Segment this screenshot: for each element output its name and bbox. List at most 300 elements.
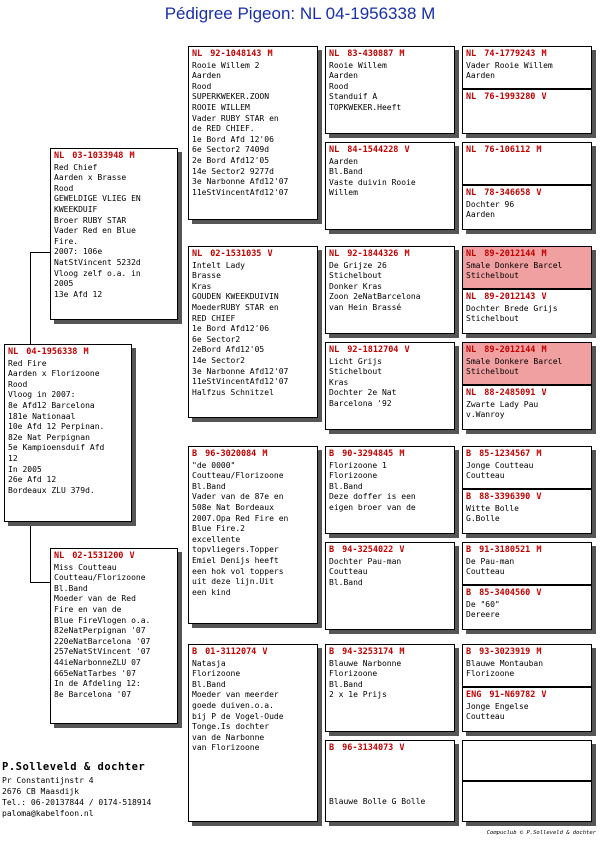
pigeon-info-line: 11eStVincentAfd12'07 xyxy=(192,377,289,387)
pigeon-info-line: SUPERKWEKER.ZOON xyxy=(192,92,270,102)
pigeon-info-line: Blauwe Narbonne xyxy=(329,658,402,668)
country-code: B xyxy=(466,545,472,555)
pigeon-info-line: De "60" xyxy=(466,599,500,609)
pigeon-info-line: Coutteau xyxy=(329,567,368,577)
pigeon-info-line: Aarden x Florizoone xyxy=(8,369,100,379)
ring-number: 96-3020084 xyxy=(205,449,257,459)
connector-line xyxy=(30,582,52,583)
ring-number: 85-1234567 xyxy=(479,449,531,459)
pigeon-card-dam[interactable] xyxy=(50,548,178,724)
pigeon-card-g8[interactable] xyxy=(462,385,592,430)
pigeon-info-line: TOPKWEKER.Heeft xyxy=(329,102,402,112)
pigeon-info-line: ROOIE WILLEM xyxy=(192,102,250,112)
ring-number-header xyxy=(8,347,128,358)
ring-number-header xyxy=(466,588,588,599)
ring-number-header xyxy=(329,145,451,156)
pigeon-info-line xyxy=(329,765,451,776)
connector-line xyxy=(30,252,52,253)
pigeon-card-g6[interactable] xyxy=(462,289,592,334)
pigeon-info-line: Fire en van de xyxy=(54,604,122,614)
pigeon-info-line: Stichelbout xyxy=(466,314,519,324)
ring-number-header xyxy=(466,92,588,103)
pigeon-info-line: Vader RUBY STAR en xyxy=(192,113,279,123)
pigeon-info-line: Willem xyxy=(329,188,358,198)
pigeon-card-g11[interactable] xyxy=(462,542,592,585)
pigeon-info-line: NatStVincent 5232d xyxy=(54,257,141,267)
country-code: NL xyxy=(466,388,477,398)
sex-marker: M xyxy=(536,449,542,459)
pigeon-card-subject[interactable] xyxy=(4,344,132,522)
footer-credit: Compuclub © P.Solleveld & dochter xyxy=(486,830,596,836)
pigeon-info-line: Florizoone 1 xyxy=(329,460,387,470)
pigeon-info-line: Intelt Lady xyxy=(192,260,245,270)
pigeon-info-line: In de Afdeling 12: xyxy=(54,679,141,689)
country-code: B xyxy=(466,492,472,502)
pigeon-info-line: Vaste duivin Rooie xyxy=(329,177,416,187)
pigeon-info-line: Aarden xyxy=(466,71,495,81)
pigeon-info-line: 2005 xyxy=(54,279,74,289)
ring-number-header xyxy=(466,188,588,199)
sex-marker: M xyxy=(399,647,405,657)
ring-number-header xyxy=(466,345,588,356)
pigeon-info-line: 1e Bord Afd 12'06 xyxy=(192,134,274,144)
country-code: B xyxy=(192,449,198,459)
pigeon-info-line: Rood xyxy=(329,81,349,91)
pigeon-info-line: Bordeaux ZLU 379d. xyxy=(8,485,95,495)
pigeon-info-line: Brasse xyxy=(192,271,221,281)
country-code: B xyxy=(466,647,472,657)
pigeon-card-g9[interactable] xyxy=(462,446,592,489)
pigeon-info-line: Jonge Engelse xyxy=(466,701,529,711)
pigeon-info-line: Donker Kras xyxy=(329,281,382,291)
breeder-info xyxy=(2,762,151,819)
pigeon-info-line: Dochter Pau-man xyxy=(329,556,402,566)
pigeon-card-g1[interactable] xyxy=(462,46,592,89)
pigeon-info-line xyxy=(329,776,451,787)
sex-marker: V xyxy=(541,388,547,398)
pigeon-info-line: excellente xyxy=(192,534,241,544)
ring-number: 91-N69782 xyxy=(489,690,536,700)
pigeon-info-line: Bl.Band xyxy=(329,481,363,491)
ring-number: 02-1531200 xyxy=(72,551,124,561)
country-code: NL xyxy=(466,49,477,59)
pigeon-info-line: 3e Narbonne Afd12'07 xyxy=(192,177,289,187)
pigeon-info-line: Moeder van de Red xyxy=(54,594,136,604)
pigeon-info-line: topvliegers.Topper xyxy=(192,545,279,555)
pigeon-info-line: Broer RUBY STAR xyxy=(54,215,127,225)
country-code: B xyxy=(192,647,198,657)
pigeon-info-line: Vader van de 87e en xyxy=(192,492,284,502)
pigeon-info-line: 2007.Opa Red Fire en xyxy=(192,513,289,523)
breeder-address-line2: 2676 CB Maasdijk xyxy=(2,787,80,796)
ring-number-header xyxy=(329,345,451,356)
pigeon-info-line: Bl.Band xyxy=(329,679,363,689)
pigeon-info-line: Florizoone xyxy=(192,669,241,679)
pigeon-info-line: Florizoone xyxy=(329,471,378,481)
pigeon-card-empty xyxy=(462,740,592,781)
ring-number-header xyxy=(466,145,588,156)
pigeon-info-line: 6e Sector2 xyxy=(192,334,241,344)
pigeon-info-line: Stichelbout xyxy=(329,271,382,281)
country-code: NL xyxy=(54,551,65,561)
ring-number-header xyxy=(192,249,314,260)
ring-number-header xyxy=(329,49,451,60)
pigeon-info-line: 8e Afd12 Barcelona xyxy=(8,400,95,410)
pigeon-info-line: 1e Bord Afd12'06 xyxy=(192,324,270,334)
pigeon-card-sire[interactable] xyxy=(50,148,178,320)
ring-number: 83-430887 xyxy=(347,49,394,59)
country-code: NL xyxy=(329,345,340,355)
pigeon-info-line: Emiel Denijs heeft xyxy=(192,555,279,565)
pigeon-info-line: Stichelbout xyxy=(466,367,519,377)
pigeon-info-line xyxy=(329,786,451,797)
pigeon-info-line: Coutteau xyxy=(466,567,505,577)
ring-number: 89-2012144 xyxy=(484,249,536,259)
pigeon-card-g13[interactable] xyxy=(462,644,592,687)
sex-marker: V xyxy=(541,292,547,302)
ring-number: 04-1956338 xyxy=(26,347,78,357)
country-code: ENG xyxy=(466,690,482,700)
sex-marker: V xyxy=(536,188,542,198)
ring-number-header xyxy=(466,292,588,303)
sex-marker: V xyxy=(536,492,542,502)
pigeon-card-ssd[interactable] xyxy=(325,142,455,230)
sex-marker: V xyxy=(541,690,547,700)
pigeon-info-line: 82eNatPerpignan '07 xyxy=(54,626,146,636)
pigeon-info-line: eigen broer van de xyxy=(329,502,416,512)
ring-number: 89-2012143 xyxy=(484,292,536,302)
pigeon-info-line: 3e Narbonne Afd12'07 xyxy=(192,366,289,376)
country-code: B xyxy=(466,449,472,459)
pigeon-info-line: 26e Afd 12 xyxy=(8,475,57,485)
ring-number-header xyxy=(466,249,588,260)
pigeon-info-line: RED CHIEF xyxy=(192,313,236,323)
pigeon-info-line: Zoon 2eNatBarcelona xyxy=(329,292,421,302)
pigeon-info-line: Dochter 96 xyxy=(466,199,515,209)
ring-number: 74-1779243 xyxy=(484,49,536,59)
sex-marker: M xyxy=(536,145,542,155)
pigeon-info-line: 14e Sector2 9277d xyxy=(192,166,274,176)
pigeon-info-line: bij P de Vogel-Oude xyxy=(192,711,284,721)
pigeon-info-line: Smale Donkere Barcel xyxy=(466,356,563,366)
sex-marker: M xyxy=(267,49,273,59)
ring-number-header xyxy=(192,449,314,460)
sex-marker: M xyxy=(536,545,542,555)
sex-marker: V xyxy=(536,588,542,598)
country-code: NL xyxy=(192,49,203,59)
pigeon-info-line: 14e Sector2 xyxy=(192,355,245,365)
pigeon-info-line: Vloog zelf o.a. in xyxy=(54,268,141,278)
pigeon-info-line: de RED CHIEF. xyxy=(192,124,255,134)
connector-line xyxy=(30,252,31,344)
pigeon-card-dsd[interactable] xyxy=(325,542,455,630)
pigeon-info-line: Blue FireVlogen o.a. xyxy=(54,615,151,625)
pigeon-info-line: Zwarte Lady Pau xyxy=(466,399,539,409)
ring-number: 03-1033948 xyxy=(72,151,124,161)
pigeon-card-ds[interactable] xyxy=(188,446,318,624)
pigeon-info-line: Coutteau xyxy=(466,471,505,481)
pigeon-info-line: Rood xyxy=(54,183,74,193)
ring-number-header xyxy=(54,151,174,162)
ring-number: 96-3134073 xyxy=(342,743,394,753)
ring-number: 92-1844326 xyxy=(347,249,399,259)
pigeon-card-g3[interactable] xyxy=(462,142,592,185)
sex-marker: V xyxy=(262,647,268,657)
ring-number: 84-1544228 xyxy=(347,145,399,155)
pigeon-info-line: Vader Red en Blue xyxy=(54,226,136,236)
pigeon-info-line: 181e Nationaal xyxy=(8,411,76,421)
pigeon-info-line: 11eStVincentAfd12'07 xyxy=(192,187,289,197)
breeder-phone: Tel.: 06-20137844 / 0174-518914 xyxy=(2,798,152,807)
pigeon-info-line: Blauwe Montauban xyxy=(466,658,544,668)
pigeon-info-line: Deze doffer is een xyxy=(329,492,416,502)
country-code: NL xyxy=(8,347,19,357)
pigeon-info-line: Jonge Coutteau xyxy=(466,460,534,470)
pigeon-info-line: Red Fire xyxy=(8,358,47,368)
sex-marker: V xyxy=(129,551,135,561)
pigeon-info-line: Standuif A xyxy=(329,92,378,102)
sex-marker: M xyxy=(541,249,547,259)
pigeon-info-line: Rood xyxy=(192,81,212,91)
breeder-email: paloma@kabelfoon.nl xyxy=(2,809,94,818)
country-code: B xyxy=(329,743,335,753)
pigeon-info-line: KWEEKDUIF xyxy=(54,204,98,214)
pigeon-card-sds[interactable] xyxy=(325,246,455,334)
pigeon-info-line: Moeder van meerder xyxy=(192,690,279,700)
ring-number-header xyxy=(466,492,588,503)
pigeon-info-line: Bl.Band xyxy=(329,577,363,587)
pigeon-info-line: Stichelbout xyxy=(466,271,519,281)
pigeon-info-line: De Pau-man xyxy=(466,556,515,566)
country-code: B xyxy=(329,449,335,459)
sex-marker: M xyxy=(541,345,547,355)
pigeon-info-line: Natasja xyxy=(192,658,226,668)
pigeon-info-line: GOUDEN KWEEKDUIVIN xyxy=(192,292,279,302)
pigeon-info-line: goede duiven.o.a. xyxy=(192,700,274,710)
pigeon-info-line: Rooie Willem xyxy=(329,60,387,70)
pigeon-info-line: Licht Grijs xyxy=(329,356,382,366)
pigeon-card-dds[interactable] xyxy=(325,644,455,732)
country-code: B xyxy=(466,588,472,598)
pigeon-info-line: Rood xyxy=(8,379,28,389)
ring-number: 76-1993280 xyxy=(484,92,536,102)
ring-number-header xyxy=(466,449,588,460)
pigeon-info-line: De Grijze 26 xyxy=(329,260,387,270)
pigeon-info-line: In 2005 xyxy=(8,464,42,474)
pigeon-info-line: "de 0000" xyxy=(192,460,236,470)
country-code: NL xyxy=(329,249,340,259)
country-code: NL xyxy=(466,249,477,259)
ring-number: 88-2485091 xyxy=(484,388,536,398)
ring-number-header xyxy=(329,743,451,754)
ring-number-header xyxy=(329,449,451,460)
ring-number: 85-3404560 xyxy=(479,588,531,598)
pigeon-info-line: Stichelbout xyxy=(329,367,382,377)
pigeon-info-line: 2eBord Afd12'05 xyxy=(192,345,265,355)
pigeon-info-line: 8e Barcelona '07 xyxy=(54,689,132,699)
pigeon-card-sd[interactable] xyxy=(188,246,318,418)
pigeon-info-line: uit deze lijn.Uit xyxy=(192,577,274,587)
pigeon-info-line: Kras xyxy=(192,281,212,291)
sex-marker: V xyxy=(267,249,273,259)
ring-number: 01-3112074 xyxy=(205,647,257,657)
pigeon-info-line: Dereere xyxy=(466,610,500,620)
pigeon-info-line: Aarden xyxy=(466,210,495,220)
pigeon-info-line: Blauwe Bolle G Bolle xyxy=(329,796,426,806)
sex-marker: M xyxy=(399,449,405,459)
pigeon-card-empty xyxy=(462,781,592,822)
breeder-name: P.Solleveld & dochter xyxy=(2,761,146,773)
pigeon-info-line: G.Bolle xyxy=(466,514,500,524)
pigeon-info-line: 82e Nat Perpignan xyxy=(8,432,90,442)
pigeon-card-g12[interactable] xyxy=(462,585,592,630)
ring-number-header xyxy=(192,647,314,658)
pigeon-info-line: 2 x 1e Prijs xyxy=(329,690,387,700)
ring-number: 90-3294845 xyxy=(342,449,394,459)
page-title: Pédigree Pigeon: NL 04-1956338 M xyxy=(164,4,436,23)
pigeon-info-line: 44ieNarbonneZLU 07 xyxy=(54,657,141,667)
pigeon-info-line: Coutteau/Florizoone xyxy=(54,573,146,583)
pigeon-info-line: 12 xyxy=(8,453,18,463)
pigeon-info-line: Fire. xyxy=(54,236,79,246)
pigeon-info-line: Barcelona '92 xyxy=(329,398,392,408)
pigeon-info-line: Halfzus Schnitzel xyxy=(192,387,274,397)
ring-number: 88-3396390 xyxy=(479,492,531,502)
pigeon-info-line: 665eNatTarbes '07 xyxy=(54,668,136,678)
country-code: NL xyxy=(54,151,65,161)
pigeon-info-line: van de Narbonne xyxy=(192,732,265,742)
pigeon-info-line: Rooie Willem 2 xyxy=(192,60,260,70)
pigeon-info-line: Dochter Brede Grijs xyxy=(466,303,558,313)
country-code: NL xyxy=(466,145,477,155)
pigeon-info-line: Florizoone xyxy=(466,669,515,679)
country-code: NL xyxy=(329,145,340,155)
pigeon-info-line: Kras xyxy=(329,377,349,387)
pigeon-info-line: Vloog in 2007: xyxy=(8,390,76,400)
country-code: NL xyxy=(466,345,477,355)
country-code: B xyxy=(329,647,335,657)
sex-marker: V xyxy=(404,345,410,355)
ring-number-header xyxy=(466,545,588,556)
ring-number: 92-1048143 xyxy=(210,49,262,59)
ring-number: 89-2012144 xyxy=(484,345,536,355)
pigeon-card-dss[interactable] xyxy=(325,446,455,534)
sex-marker: V xyxy=(541,92,547,102)
pigeon-info-line: 257eNatStVincent '07 xyxy=(54,647,151,657)
pigeon-info-line: 13e Afd 12 xyxy=(54,289,103,299)
pigeon-info-line: 10e Afd 12 Perpinan. xyxy=(8,422,105,432)
sex-marker: V xyxy=(399,743,405,753)
pigeon-info-line: Witte Bolle xyxy=(466,503,519,513)
breeder-address-line1: Pr Constantijnstr 4 xyxy=(2,776,94,785)
connector-line xyxy=(30,522,31,582)
pigeon-info-line: v.Wanroy xyxy=(466,410,505,420)
pigeon-card-ddd[interactable] xyxy=(325,740,455,822)
pigeon-info-line: 5e Kampioensduif Afd xyxy=(8,443,105,453)
ring-number-header xyxy=(466,49,588,60)
pigeon-info-line: Dochter 2e Nat xyxy=(329,388,397,398)
pigeon-info-line: MoederRUBY STAR en xyxy=(192,302,279,312)
pigeon-info-line: Coutteau/Florizoone xyxy=(192,471,284,481)
pigeon-info-line: van Florizoone xyxy=(192,743,260,753)
pigeon-info-line: Vader Rooie Willem xyxy=(466,60,553,70)
pigeon-card-ss[interactable] xyxy=(188,46,318,220)
ring-number: 93-3023919 xyxy=(479,647,531,657)
pigeon-card-g2[interactable] xyxy=(462,89,592,134)
pigeon-info-line: een kind xyxy=(192,587,231,597)
pigeon-info-line: Tonge.Is dochter xyxy=(192,722,270,732)
ring-number: 94-3254022 xyxy=(342,545,394,555)
pigeon-card-g14[interactable] xyxy=(462,687,592,732)
pigeon-info-line: GEWELDIGE VLIEG EN xyxy=(54,194,141,204)
pigeon-info-line: Bl.Band xyxy=(329,167,363,177)
pigeon-info-line: Aarden xyxy=(329,71,358,81)
ring-number-header xyxy=(329,249,451,260)
ring-number: 78-346658 xyxy=(484,188,531,198)
pigeon-info-line: Miss Coutteau xyxy=(54,562,117,572)
pigeon-info-line: 220eNatBarcelona '07 xyxy=(54,636,151,646)
sex-marker: M xyxy=(262,449,268,459)
ring-number-header xyxy=(466,647,588,658)
pigeon-info-line: van Hein Brassé xyxy=(329,302,402,312)
pigeon-card-g10[interactable] xyxy=(462,489,592,534)
ring-number: 91-3180521 xyxy=(479,545,531,555)
pigeon-card-g5[interactable] xyxy=(462,246,592,289)
pigeon-info-line: Bl.Band xyxy=(54,583,88,593)
ring-number-header xyxy=(329,545,451,556)
sex-marker: M xyxy=(83,347,89,357)
sex-marker: V xyxy=(404,145,410,155)
pigeon-info-line: 2007: 106e xyxy=(54,247,103,257)
ring-number-header xyxy=(329,647,451,658)
pigeon-info-line xyxy=(329,755,451,766)
pigeon-info-line: Bl.Band xyxy=(192,481,226,491)
pigeon-info-line: 2e Bord Afd12'05 xyxy=(192,155,270,165)
pigeon-info-line: Aarden xyxy=(192,71,221,81)
ring-number-header xyxy=(192,49,314,60)
sex-marker: M xyxy=(536,647,542,657)
pigeon-info-line: Florizoone xyxy=(329,669,378,679)
pigeon-info-line: Red Chief xyxy=(54,162,98,172)
pigeon-card-g4[interactable] xyxy=(462,185,592,230)
country-code: NL xyxy=(466,188,477,198)
pigeon-card-g7[interactable] xyxy=(462,342,592,385)
pigeon-info-line: Smale Donkere Barcel xyxy=(466,260,563,270)
country-code: NL xyxy=(192,249,203,259)
sex-marker: V xyxy=(399,545,405,555)
pigeon-info-line: Aarden x Brasse xyxy=(54,173,127,183)
pigeon-info-line: Bl.Band xyxy=(192,679,226,689)
sex-marker: M xyxy=(541,49,547,59)
pigeon-info-line: 508e Nat Bordeaux xyxy=(192,502,274,512)
pigeon-info-line: 6e Sector2 7409d xyxy=(192,145,270,155)
ring-number: 92-1812704 xyxy=(347,345,399,355)
country-code: NL xyxy=(466,292,477,302)
sex-marker: M xyxy=(129,151,135,161)
ring-number-header xyxy=(466,388,588,399)
pigeon-info-line: Blue Fire.2 xyxy=(192,524,245,534)
ring-number: 02-1531035 xyxy=(210,249,262,259)
country-code: NL xyxy=(466,92,477,102)
pigeon-card-dd[interactable] xyxy=(188,644,318,822)
country-code: B xyxy=(329,545,335,555)
ring-number-header xyxy=(54,551,174,562)
sex-marker: M xyxy=(399,49,405,59)
pigeon-card-sss[interactable] xyxy=(325,46,455,134)
ring-number: 76-106112 xyxy=(484,145,531,155)
pigeon-info-line: een hok vol toppers xyxy=(192,566,284,576)
pigeon-card-sdd[interactable] xyxy=(325,342,455,430)
